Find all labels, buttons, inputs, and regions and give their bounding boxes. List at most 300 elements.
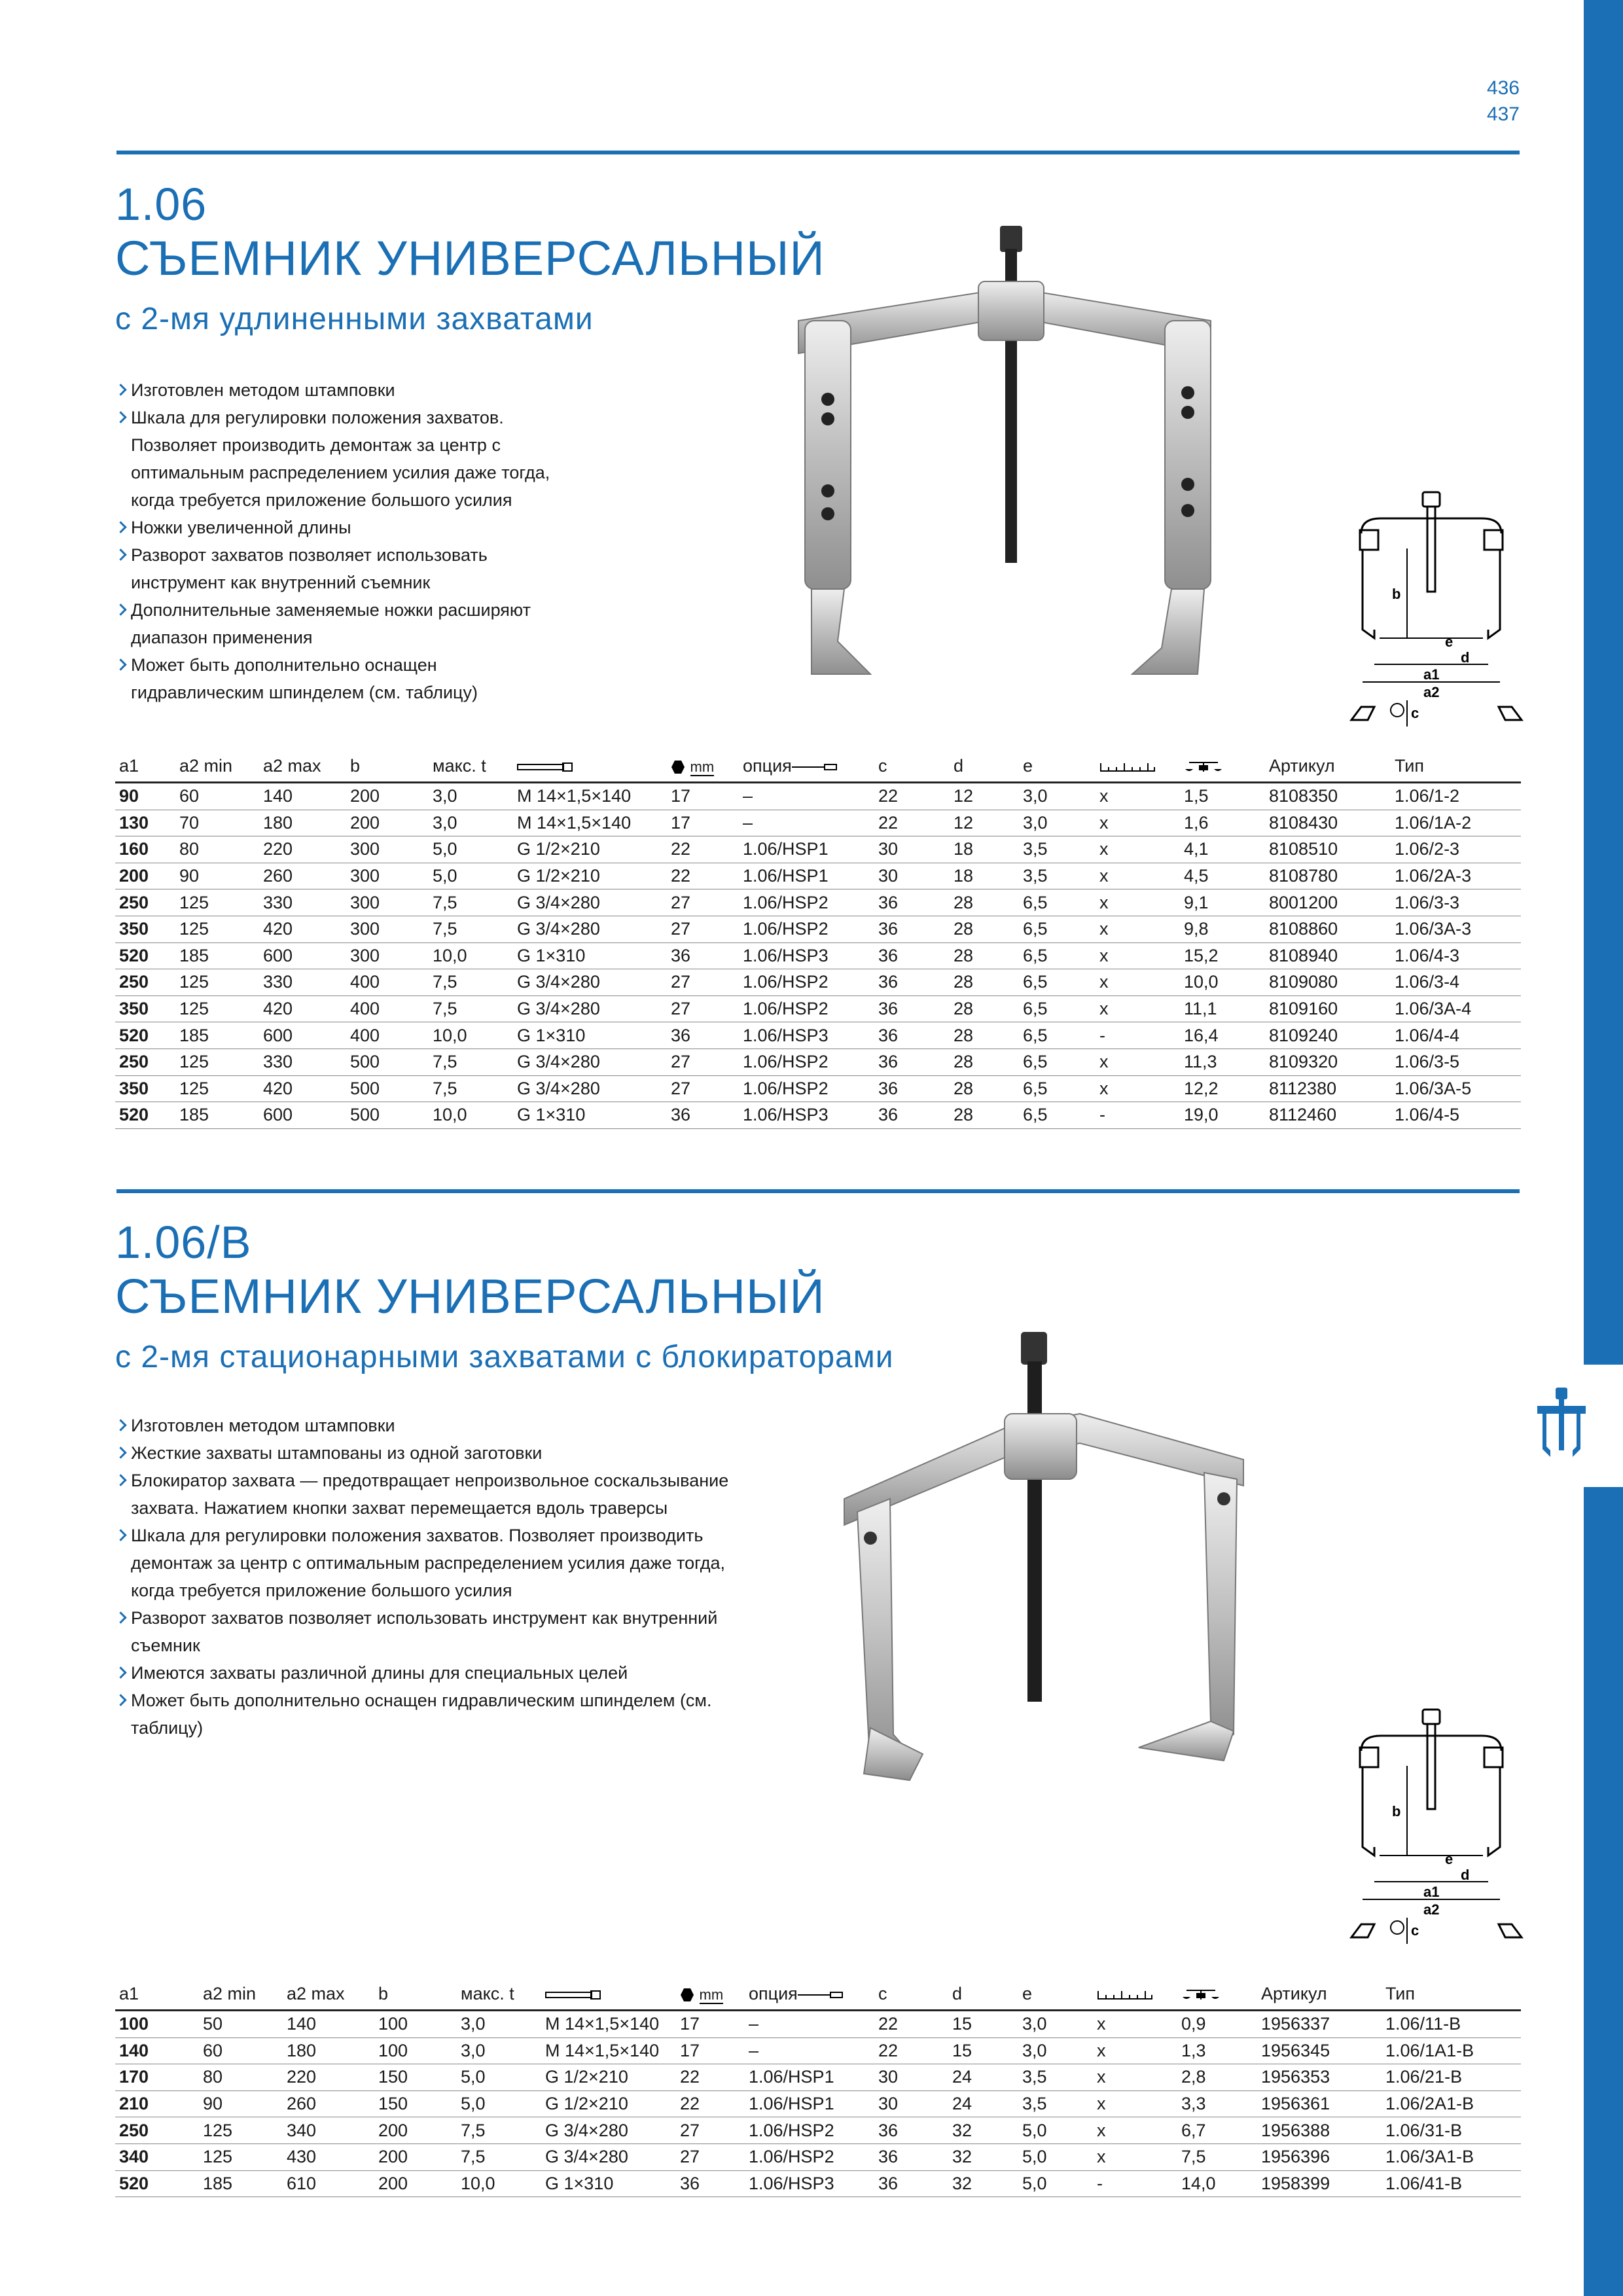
table-cell: 1.06/HSP3 bbox=[739, 942, 874, 969]
table-row bbox=[115, 942, 1521, 969]
section-code: 1.06 bbox=[115, 179, 207, 230]
table-cell: 180 bbox=[283, 2037, 374, 2064]
table-cell: G 1×310 bbox=[541, 2170, 676, 2197]
table-cell: 1.06/21-B bbox=[1382, 2064, 1521, 2091]
spindle-icon bbox=[545, 1990, 601, 2000]
table-cell: 15 bbox=[948, 2011, 1018, 2038]
table-cell: 6,5 bbox=[1019, 889, 1096, 916]
table-cell: G 1×310 bbox=[513, 1102, 667, 1129]
table-cell: 300 bbox=[346, 942, 429, 969]
feature-item: Может быть дополнительно оснащен гидравлическим шпинделем (см. таблицу) bbox=[115, 651, 573, 706]
table-cell: 6,5 bbox=[1019, 916, 1096, 942]
table-cell: 1.06/HSP3 bbox=[745, 2170, 874, 2197]
table-cell: 36 bbox=[874, 2117, 948, 2144]
page-numbers bbox=[1459, 75, 1520, 128]
diagram-label-c: c bbox=[1411, 1922, 1419, 1939]
table-cell: x bbox=[1096, 836, 1180, 863]
table-cell: 3,0 bbox=[1018, 2037, 1093, 2064]
table-cell: 330 bbox=[259, 1049, 346, 1075]
table-cell: 8109240 bbox=[1265, 1022, 1391, 1049]
table-cell: 140 bbox=[259, 783, 346, 810]
table-cell: 3,0 bbox=[457, 2037, 541, 2064]
table-row bbox=[115, 2037, 1521, 2064]
table-cell: 130 bbox=[115, 810, 175, 836]
table-cell: 3,0 bbox=[1019, 810, 1096, 836]
table-cell: 210 bbox=[115, 2090, 199, 2117]
table-cell: 10,0 bbox=[429, 942, 513, 969]
table-cell: 330 bbox=[259, 969, 346, 996]
weight-scale-icon bbox=[1181, 1988, 1221, 2002]
table-cell: 3,5 bbox=[1018, 2064, 1093, 2091]
table-cell: 200 bbox=[115, 863, 175, 889]
table-cell: 10,0 bbox=[457, 2170, 541, 2197]
table-cell: G 3/4×280 bbox=[541, 2144, 676, 2170]
table-cell: 36 bbox=[874, 1075, 950, 1102]
table-cell: 28 bbox=[950, 1102, 1019, 1129]
table-cell: x bbox=[1096, 942, 1180, 969]
table-cell: 250 bbox=[115, 969, 175, 996]
table-cell: 185 bbox=[175, 1102, 259, 1129]
table-cell: 7,5 bbox=[429, 916, 513, 942]
section-subtitle: с 2-мя стационарными захватами с блокираторами bbox=[115, 1340, 894, 1374]
col-header-c: c bbox=[874, 1982, 948, 2011]
col-header-max-t: макс. t bbox=[457, 1982, 541, 2011]
table-cell: 500 bbox=[346, 1049, 429, 1075]
table-cell: 1956345 bbox=[1257, 2037, 1382, 2064]
table-body bbox=[115, 783, 1521, 1129]
col-header-option-label: опция bbox=[749, 1984, 798, 2003]
table-cell: 6,7 bbox=[1177, 2117, 1257, 2144]
table-cell: 330 bbox=[259, 889, 346, 916]
diagram-label-b: b bbox=[1392, 586, 1401, 602]
table-cell: 1956388 bbox=[1257, 2117, 1382, 2144]
table-cell: x bbox=[1093, 2144, 1177, 2170]
table-cell: 1.06/HSP2 bbox=[739, 969, 874, 996]
table-cell: 8108430 bbox=[1265, 810, 1391, 836]
col-header-c: c bbox=[874, 754, 950, 783]
table-cell: 36 bbox=[667, 1102, 739, 1129]
table-cell: 140 bbox=[115, 2037, 199, 2064]
table-row bbox=[115, 2170, 1521, 2197]
table-cell: 28 bbox=[950, 1022, 1019, 1049]
product-photo bbox=[831, 1329, 1263, 1793]
table-cell: – bbox=[745, 2011, 874, 2038]
table-cell: 400 bbox=[346, 969, 429, 996]
col-header-a1: a1 bbox=[115, 1982, 199, 2011]
col-header-a1: a1 bbox=[115, 754, 175, 783]
table-cell: 12 bbox=[950, 783, 1019, 810]
table-cell: 36 bbox=[874, 1049, 950, 1075]
table-cell: 80 bbox=[199, 2064, 283, 2091]
table-cell: 30 bbox=[874, 2064, 948, 2091]
table-cell: 32 bbox=[948, 2117, 1018, 2144]
table-cell: 1.06/HSP2 bbox=[739, 996, 874, 1022]
table-cell: 150 bbox=[374, 2090, 457, 2117]
table-cell: G 3/4×280 bbox=[513, 996, 667, 1022]
table-cell: 36 bbox=[874, 996, 950, 1022]
table-cell: G 3/4×280 bbox=[541, 2117, 676, 2144]
table-cell: 125 bbox=[199, 2144, 283, 2170]
table-cell: 32 bbox=[948, 2170, 1018, 2197]
table-cell: 22 bbox=[676, 2064, 745, 2091]
table-row bbox=[115, 1049, 1521, 1075]
table-cell: 8108860 bbox=[1265, 916, 1391, 942]
table-cell: 1956396 bbox=[1257, 2144, 1382, 2170]
hydraulic-spindle-icon bbox=[798, 1991, 844, 1999]
table-cell: G 1/2×210 bbox=[513, 863, 667, 889]
table-cell: 300 bbox=[346, 863, 429, 889]
table-cell: 7,5 bbox=[429, 1075, 513, 1102]
table-cell: 160 bbox=[115, 836, 175, 863]
table-cell: 6,5 bbox=[1019, 996, 1096, 1022]
table-cell: 22 bbox=[874, 783, 950, 810]
feature-item: Изготовлен методом штамповки bbox=[115, 1412, 743, 1439]
table-cell: x bbox=[1096, 1049, 1180, 1075]
table-cell: G 1/2×210 bbox=[541, 2090, 676, 2117]
table-cell: 27 bbox=[667, 916, 739, 942]
table-cell: 185 bbox=[175, 942, 259, 969]
table-cell: 1.06/3-4 bbox=[1391, 969, 1521, 996]
table-cell: 8109080 bbox=[1265, 969, 1391, 996]
table-cell: 1.06/4-5 bbox=[1391, 1102, 1521, 1129]
table-cell: 8108780 bbox=[1265, 863, 1391, 889]
table-cell: 36 bbox=[874, 969, 950, 996]
table-body bbox=[115, 2011, 1521, 2197]
spindle-icon bbox=[517, 762, 573, 772]
scale-ruler-icon bbox=[1097, 1990, 1153, 2000]
puller-icon bbox=[1535, 1386, 1588, 1465]
table-cell: 30 bbox=[874, 2090, 948, 2117]
table-cell: 140 bbox=[283, 2011, 374, 2038]
table-cell: 17 bbox=[676, 2037, 745, 2064]
table-cell: 27 bbox=[667, 969, 739, 996]
table-cell: 11,3 bbox=[1180, 1049, 1265, 1075]
table-cell: 15 bbox=[948, 2037, 1018, 2064]
table-cell: 520 bbox=[115, 942, 175, 969]
table-cell: 125 bbox=[175, 889, 259, 916]
col-header-spindle bbox=[513, 754, 667, 783]
feature-item: Имеются захваты различной длины для специальных целей bbox=[115, 1659, 743, 1687]
table-cell: 10,0 bbox=[1180, 969, 1265, 996]
col-header-a2-max: a2 max bbox=[259, 754, 346, 783]
table-cell: 12,2 bbox=[1180, 1075, 1265, 1102]
table-row bbox=[115, 836, 1521, 863]
table-cell: – bbox=[745, 2037, 874, 2064]
diagram-label-d: d bbox=[1461, 649, 1470, 666]
table-cell: x bbox=[1096, 969, 1180, 996]
col-header-mm: mm bbox=[699, 1986, 724, 2003]
feature-item: Жесткие захваты штампованы из одной заготовки bbox=[115, 1439, 743, 1467]
table-cell: 1.06/3A1-B bbox=[1382, 2144, 1521, 2170]
table-cell: 3,0 bbox=[457, 2011, 541, 2038]
diagram-label-e: e bbox=[1445, 1851, 1454, 1867]
table-cell: 1.06/41-B bbox=[1382, 2170, 1521, 2197]
table-cell: 1956353 bbox=[1257, 2064, 1382, 2091]
section-subtitle: с 2-мя удлиненными захватами bbox=[115, 302, 594, 336]
table-cell: 15,2 bbox=[1180, 942, 1265, 969]
table-cell: G 1/2×210 bbox=[513, 836, 667, 863]
table-cell: G 3/4×280 bbox=[513, 1049, 667, 1075]
table-cell: 6,5 bbox=[1019, 1102, 1096, 1129]
col-header-a2-max: a2 max bbox=[283, 1982, 374, 2011]
table-cell: 17 bbox=[676, 2011, 745, 2038]
table-cell: 36 bbox=[874, 916, 950, 942]
table-cell: 100 bbox=[374, 2011, 457, 2038]
table-cell: 22 bbox=[676, 2090, 745, 2117]
table-cell: 24 bbox=[948, 2090, 1018, 2117]
table-cell: 5,0 bbox=[457, 2064, 541, 2091]
diagram-label-a1: a1 bbox=[1423, 666, 1440, 683]
table-header-row bbox=[115, 1982, 1521, 2011]
table-cell: x bbox=[1093, 2011, 1177, 2038]
table-cell: 125 bbox=[175, 969, 259, 996]
feature-list bbox=[115, 1412, 743, 1742]
table-cell: 19,0 bbox=[1180, 1102, 1265, 1129]
table-cell: M 14×1,5×140 bbox=[513, 783, 667, 810]
table-cell: 22 bbox=[874, 2037, 948, 2064]
table-cell: 600 bbox=[259, 1022, 346, 1049]
table-cell: 185 bbox=[175, 1022, 259, 1049]
table-cell: 50 bbox=[199, 2011, 283, 2038]
table-row bbox=[115, 1022, 1521, 1049]
table-cell: 90 bbox=[199, 2090, 283, 2117]
dimension-diagram bbox=[1348, 1708, 1525, 1947]
table-cell: 340 bbox=[283, 2117, 374, 2144]
table-cell: 1.06/3A-5 bbox=[1391, 1075, 1521, 1102]
table-row bbox=[115, 889, 1521, 916]
table-cell: 12 bbox=[950, 810, 1019, 836]
table-cell: 220 bbox=[283, 2064, 374, 2091]
table-cell: 90 bbox=[115, 783, 175, 810]
table-cell: 600 bbox=[259, 942, 346, 969]
table-cell: 36 bbox=[874, 2170, 948, 2197]
table-cell: 1.06/HSP1 bbox=[739, 863, 874, 889]
table-cell: 170 bbox=[115, 2064, 199, 2091]
table-cell: 420 bbox=[259, 1075, 346, 1102]
table-row bbox=[115, 1102, 1521, 1129]
table-cell: 1.06/HSP2 bbox=[745, 2117, 874, 2144]
table-cell: 8112460 bbox=[1265, 1102, 1391, 1129]
table-cell: 1.06/HSP2 bbox=[739, 889, 874, 916]
table-cell: 610 bbox=[283, 2170, 374, 2197]
table-cell: 28 bbox=[950, 942, 1019, 969]
table-cell: 125 bbox=[175, 996, 259, 1022]
section-rule bbox=[116, 1189, 1520, 1193]
table-cell: 17 bbox=[667, 783, 739, 810]
table-cell: 8108940 bbox=[1265, 942, 1391, 969]
col-header-article: Артикул bbox=[1257, 1982, 1382, 2011]
col-header-scale bbox=[1093, 1982, 1177, 2011]
feature-item: Изготовлен методом штамповки bbox=[115, 376, 573, 404]
table-cell: x bbox=[1096, 783, 1180, 810]
feature-item: Может быть дополнительно оснащен гидравлическим шпинделем (см. таблицу) bbox=[115, 1687, 743, 1742]
table-row bbox=[115, 996, 1521, 1022]
table-cell: 10,0 bbox=[429, 1022, 513, 1049]
table-cell: 1,5 bbox=[1180, 783, 1265, 810]
col-header-weight bbox=[1177, 1982, 1257, 2011]
table-cell: 8108350 bbox=[1265, 783, 1391, 810]
page-number-right: 437 bbox=[1486, 103, 1520, 125]
table-cell: – bbox=[739, 810, 874, 836]
table-cell: 27 bbox=[667, 1075, 739, 1102]
table-cell: M 14×1,5×140 bbox=[541, 2011, 676, 2038]
table-cell: x bbox=[1096, 1075, 1180, 1102]
table-cell: 8108510 bbox=[1265, 836, 1391, 863]
table-row bbox=[115, 1075, 1521, 1102]
col-header-d: d bbox=[950, 754, 1019, 783]
diagram-label-a2: a2 bbox=[1423, 1901, 1440, 1918]
table-header-row bbox=[115, 754, 1521, 783]
table-cell: 36 bbox=[874, 942, 950, 969]
table-cell: 18 bbox=[950, 863, 1019, 889]
table-cell: 5,0 bbox=[1018, 2144, 1093, 2170]
table-row bbox=[115, 863, 1521, 889]
col-header-option bbox=[745, 1982, 874, 2011]
table-cell: 1.06/HSP2 bbox=[739, 1075, 874, 1102]
table-cell: 1956361 bbox=[1257, 2090, 1382, 2117]
col-header-e: e bbox=[1018, 1982, 1093, 2011]
table-cell: 125 bbox=[175, 1049, 259, 1075]
table-cell: 1.06/4-4 bbox=[1391, 1022, 1521, 1049]
table-cell: 7,5 bbox=[429, 969, 513, 996]
table-cell: 1.06/HSP2 bbox=[739, 1049, 874, 1075]
table-cell: 36 bbox=[676, 2170, 745, 2197]
table-row bbox=[115, 2117, 1521, 2144]
table-cell: 28 bbox=[950, 969, 1019, 996]
table-cell: 400 bbox=[346, 996, 429, 1022]
table-cell: 1,3 bbox=[1177, 2037, 1257, 2064]
table-cell: 200 bbox=[346, 810, 429, 836]
table-cell: 200 bbox=[346, 783, 429, 810]
table-cell: x bbox=[1096, 810, 1180, 836]
hydraulic-spindle-icon bbox=[792, 763, 838, 771]
table-cell: 1.06/HSP2 bbox=[745, 2144, 874, 2170]
table-cell: 5,0 bbox=[1018, 2170, 1093, 2197]
table-cell: 36 bbox=[874, 889, 950, 916]
product-photo bbox=[792, 223, 1217, 694]
diagram-label-a1: a1 bbox=[1423, 1884, 1440, 1900]
table-cell: 6,5 bbox=[1019, 1075, 1096, 1102]
table-cell: 1.06/HSP1 bbox=[745, 2064, 874, 2091]
table-cell: M 14×1,5×140 bbox=[541, 2037, 676, 2064]
hex-key-icon bbox=[671, 760, 685, 774]
table-cell: 350 bbox=[115, 1075, 175, 1102]
table-cell: 8112380 bbox=[1265, 1075, 1391, 1102]
table-cell: x bbox=[1096, 863, 1180, 889]
diagram-label-a2: a2 bbox=[1423, 684, 1440, 700]
table-cell: 6,5 bbox=[1019, 1022, 1096, 1049]
table-cell: 1.06/11-B bbox=[1382, 2011, 1521, 2038]
table-cell: x bbox=[1093, 2064, 1177, 2091]
table-cell: 1.06/31-B bbox=[1382, 2117, 1521, 2144]
spec-table bbox=[115, 754, 1521, 1129]
table-cell: 1,6 bbox=[1180, 810, 1265, 836]
table-cell: 350 bbox=[115, 996, 175, 1022]
table-cell: 260 bbox=[259, 863, 346, 889]
col-header-e: e bbox=[1019, 754, 1096, 783]
table-cell: 3,0 bbox=[1019, 783, 1096, 810]
table-cell: 8109320 bbox=[1265, 1049, 1391, 1075]
section-title: СЪЕМНИК УНИВЕРСАЛЬНЫЙ bbox=[115, 231, 825, 285]
col-header-option-label: опция bbox=[743, 756, 792, 776]
table-cell: 5,0 bbox=[457, 2090, 541, 2117]
table-cell: G 3/4×280 bbox=[513, 1075, 667, 1102]
table-row bbox=[115, 2064, 1521, 2091]
feature-item: Ножки увеличенной длины bbox=[115, 514, 573, 541]
table-cell: 22 bbox=[667, 836, 739, 863]
table-cell: M 14×1,5×140 bbox=[513, 810, 667, 836]
table-cell: 260 bbox=[283, 2090, 374, 2117]
table-cell: - bbox=[1096, 1102, 1180, 1129]
table-cell: 10,0 bbox=[429, 1102, 513, 1129]
table-row bbox=[115, 783, 1521, 810]
table-cell: 185 bbox=[199, 2170, 283, 2197]
table-row bbox=[115, 2011, 1521, 2038]
table-cell: 4,1 bbox=[1180, 836, 1265, 863]
table-cell: 300 bbox=[346, 836, 429, 863]
table-cell: 22 bbox=[874, 2011, 948, 2038]
table-cell: G 3/4×280 bbox=[513, 889, 667, 916]
table-cell: 28 bbox=[950, 1049, 1019, 1075]
table-cell: 4,5 bbox=[1180, 863, 1265, 889]
table-cell: 18 bbox=[950, 836, 1019, 863]
table-cell: 125 bbox=[175, 1075, 259, 1102]
table-cell: 3,5 bbox=[1019, 836, 1096, 863]
table-cell: 27 bbox=[667, 1049, 739, 1075]
table-cell: 1.06/1-2 bbox=[1391, 783, 1521, 810]
table-cell: 22 bbox=[874, 810, 950, 836]
table-cell: x bbox=[1093, 2090, 1177, 2117]
scale-ruler-icon bbox=[1099, 762, 1156, 772]
feature-item: Разворот захватов позволяет использовать инструмент как внутренний съемник bbox=[115, 541, 573, 596]
table-cell: 17 bbox=[667, 810, 739, 836]
table-cell: 200 bbox=[374, 2144, 457, 2170]
col-header-b: b bbox=[374, 1982, 457, 2011]
table-cell: x bbox=[1096, 889, 1180, 916]
table-cell: 30 bbox=[874, 863, 950, 889]
table-cell: 1.06/3-5 bbox=[1391, 1049, 1521, 1075]
table-cell: 7,5 bbox=[429, 1049, 513, 1075]
table-cell: 3,5 bbox=[1018, 2090, 1093, 2117]
table-cell: 6,5 bbox=[1019, 942, 1096, 969]
table-cell: 250 bbox=[115, 2117, 199, 2144]
table-cell: 5,0 bbox=[429, 836, 513, 863]
table-cell: 3,5 bbox=[1019, 863, 1096, 889]
table-cell: 150 bbox=[374, 2064, 457, 2091]
table-cell: 9,8 bbox=[1180, 916, 1265, 942]
table-cell: G 1×310 bbox=[513, 942, 667, 969]
col-header-a2-min: a2 min bbox=[199, 1982, 283, 2011]
table-cell: 100 bbox=[374, 2037, 457, 2064]
table-cell: 36 bbox=[667, 1022, 739, 1049]
table-cell: 6,5 bbox=[1019, 969, 1096, 996]
table-row bbox=[115, 2144, 1521, 2170]
table-row bbox=[115, 810, 1521, 836]
table-cell: G 3/4×280 bbox=[513, 916, 667, 942]
table-cell: 180 bbox=[259, 810, 346, 836]
table-cell: 28 bbox=[950, 889, 1019, 916]
table-cell: 1.06/HSP3 bbox=[739, 1102, 874, 1129]
table-cell: 220 bbox=[259, 836, 346, 863]
diagram-label-d: d bbox=[1461, 1867, 1470, 1883]
col-header-hex bbox=[676, 1982, 745, 2011]
table-cell: 1.06/3-3 bbox=[1391, 889, 1521, 916]
table-cell: 520 bbox=[115, 2170, 199, 2197]
section-title: СЪЕМНИК УНИВЕРСАЛЬНЫЙ bbox=[115, 1269, 825, 1323]
table-cell: 7,5 bbox=[457, 2117, 541, 2144]
feature-item: Шкала для регулировки положения захватов. Позволяет производить демонтаж за центр с оптимальным распределением усилия даже тогда, когда требуется приложение большого усилия bbox=[115, 404, 573, 514]
col-header-spindle bbox=[541, 1982, 676, 2011]
